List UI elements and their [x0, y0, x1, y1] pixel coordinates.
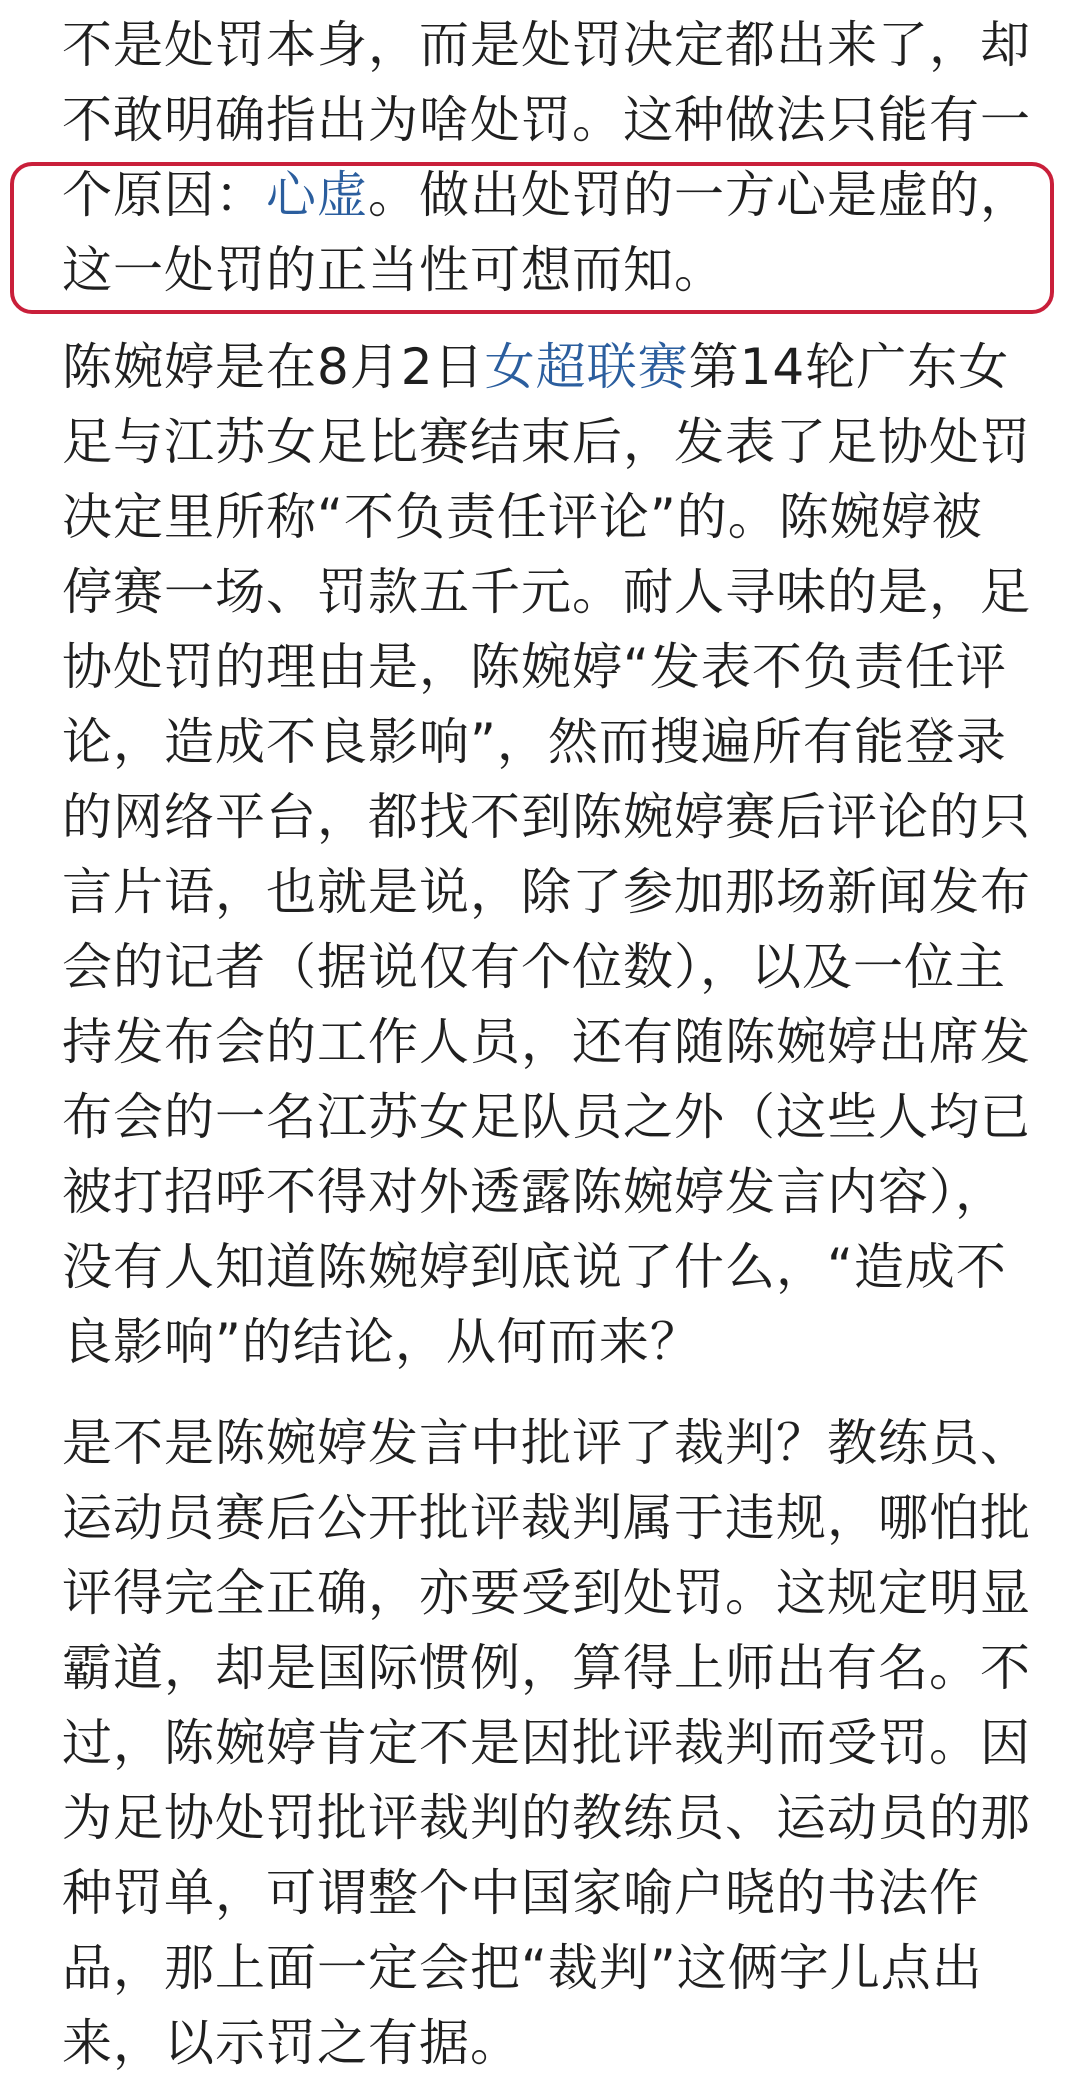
paragraph-1 — [62, 8, 1032, 308]
paragraph-3-text: 是不是陈婉婷发言中批评了裁判？教练员、运动员赛后公开批评裁判属于违规，哪怕批评得完全正确，亦要受到处罚。这规定明显霸道，却是国际惯例，算得上师出有名。不过，陈婉婷肯定不是因批评裁判而受罚。因为足协处罚批评裁判的教练员、运动员的那种罚单，可谓整个中国家喻户晓的书法作品，那上面一定会把“裁判”这俩字儿点出来，以示罚之有据。 — [62, 1414, 1031, 2072]
paragraph-1-text-end: 。做出处罚的一方心是虚的，这一处罚的正当性可想而知。 — [62, 166, 1031, 299]
paragraph-3 — [62, 1406, 1032, 2081]
paragraph-2-text-end: 第14轮广东女足与江苏女足比赛结束后，发表了足协处罚决定里所称“不负责任评论”的。陈婉婷被停赛一场、罚款五千元。耐人寻味的是，足协处罚的理由是，陈婉婷“发表不负责任评论，造成不良影响”，然而搜遍所有能登录的网络平台，都找不到陈婉婷赛后评论的只言片语，也就是说，除了参加那场新闻发布会的记者（据说仅有个位数），以及一位主持发布会的工作人员，还有随陈婉婷出席发布会的一名江苏女足队员之外（这些人均已被打招呼不得对外透露陈婉婷发言内容），没有人知道陈婉婷到底说了什么，“造成不良影响”的结论，从何而来？ — [62, 338, 1031, 1371]
paragraph-1-text: 不是处罚本身，而是处罚决定都出来了，却不敢明确指出为啥处罚。这种做法只能有一个原因： — [62, 16, 1031, 224]
link-womens-super-league[interactable]: 女超联赛 — [484, 338, 689, 396]
link-xinxu[interactable]: 心虚 — [266, 166, 368, 224]
paragraph-2 — [62, 330, 1032, 1380]
paragraph-2-text: 陈婉婷是在8月2日 — [62, 338, 485, 396]
